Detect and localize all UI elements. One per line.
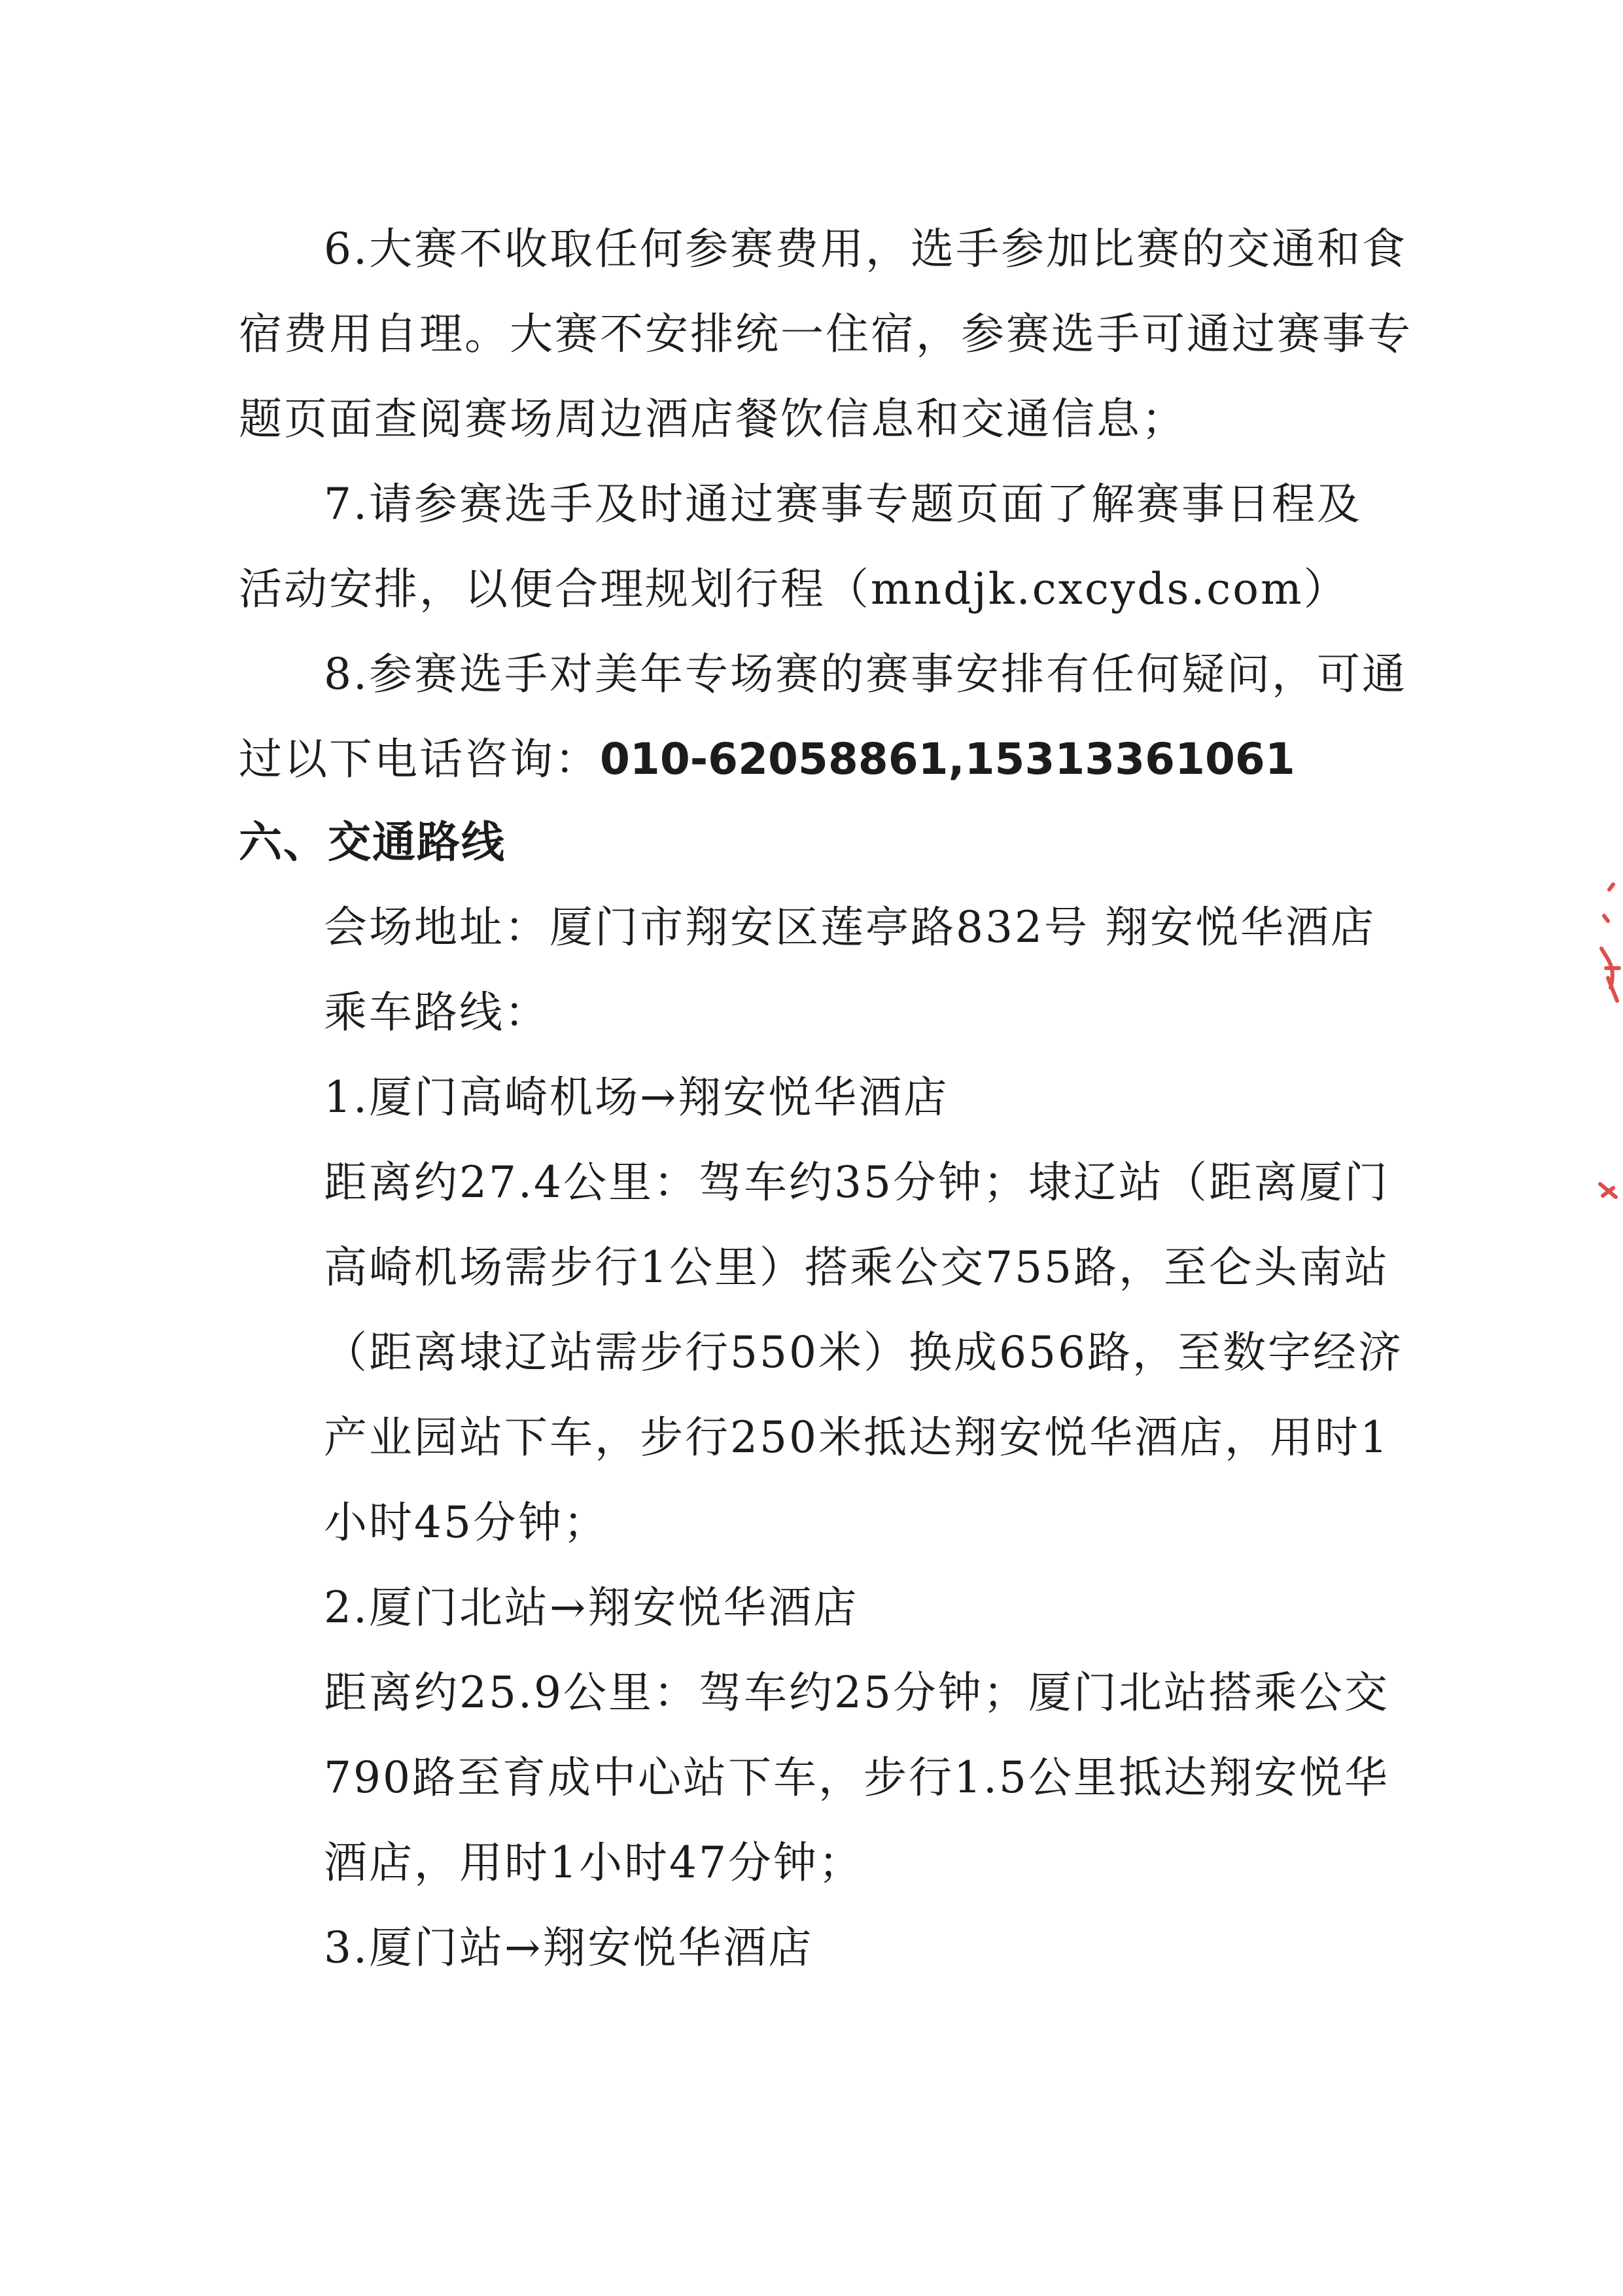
route-3-title: 3.厦门站→翔安悦华酒店 — [324, 1922, 814, 1973]
contact-label: 过以下电话咨询： — [239, 734, 600, 784]
venue-address: 会场地址：厦门市翔安区莲亭路832号 翔安悦华酒店 — [324, 902, 1376, 952]
route-2-line-1: 距离约25.9公里：驾车约25分钟；厦门北站搭乘公交 — [324, 1667, 1389, 1718]
item-6-line-1: 6.大赛不收取任何参赛费用，选手参加比赛的交通和食 — [324, 224, 1407, 274]
section-heading-transport: 六、交通路线 — [239, 817, 506, 867]
seal-stamp-fragment — [1570, 870, 1623, 1210]
route-1-line-1: 距离约27.4公里：驾车约35分钟；埭辽站（距离厦门 — [324, 1157, 1389, 1208]
item-7-line-1: 7.请参赛选手及时通过赛事专题页面了解赛事日程及 — [324, 479, 1362, 529]
route-1-line-2: 高崎机场需步行1公里）搭乘公交755路，至仑头南站 — [324, 1242, 1389, 1293]
route-2-title: 2.厦门北站→翔安悦华酒店 — [324, 1582, 859, 1633]
route-2-line-3: 酒店，用时1小时47分钟； — [324, 1837, 864, 1888]
item-7-line-2: 活动安排，以便合理规划行程（mndjk.cxcyds.com） — [239, 564, 1349, 614]
route-1-line-5: 小时45分钟； — [324, 1497, 608, 1548]
route-1-title: 1.厦门高崎机场→翔安悦华酒店 — [324, 1072, 949, 1122]
item-6-line-3: 题页面查阅赛场周边酒店餐饮信息和交通信息； — [239, 394, 1187, 444]
item-6-line-2: 宿费用自理。大赛不安排统一住宿，参赛选手可通过赛事专 — [239, 309, 1412, 359]
route-2-line-2: 790路至育成中心站下车，步行1.5公里抵达翔安悦华 — [324, 1752, 1389, 1803]
item-8-line-2 — [239, 734, 1295, 784]
route-1-line-3: （距离埭辽站需步行550米）换成656路，至数字经济 — [324, 1327, 1403, 1378]
contact-phone-numbers: 010-62058861,15313361061 — [600, 734, 1295, 784]
item-8-line-1: 8.参赛选手对美年专场赛的赛事安排有任何疑问，可通 — [324, 649, 1407, 699]
route-label: 乘车路线： — [324, 987, 550, 1037]
route-1-line-4: 产业园站下车，步行250米抵达翔安悦华酒店，用时1 — [324, 1412, 1389, 1463]
